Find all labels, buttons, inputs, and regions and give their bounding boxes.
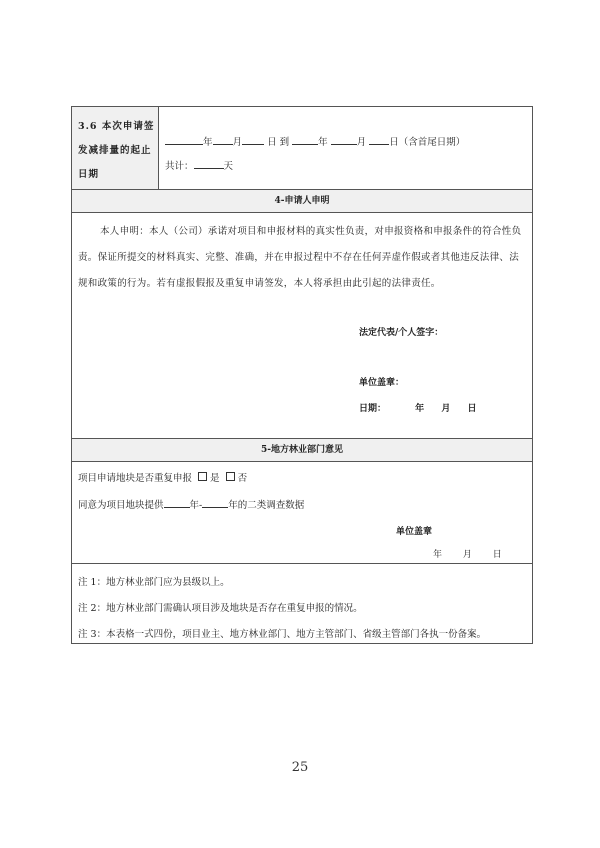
end-day-field[interactable]: [369, 134, 389, 145]
section-4-body: [72, 213, 532, 439]
notes-section: [72, 564, 532, 643]
month-label: 月: [232, 137, 243, 148]
note-2: 注 2：地方林业部门需确认项目涉及地块是否存在重复申报的情况。: [78, 603, 363, 614]
days-label: 天: [223, 161, 234, 172]
to-label: 日 到: [267, 137, 290, 148]
section-5-body: [72, 462, 532, 564]
label-line: 日期: [78, 169, 100, 180]
note-3: 注 3：本表格一式四份，项目业主、地方林业部门、地方主管部门、省级主管部门各执一份备案。: [78, 629, 487, 640]
page-number: 25: [291, 760, 309, 775]
end-month-field[interactable]: [331, 134, 357, 145]
duplicate-question: 项目申请地块是否重复申报: [78, 473, 193, 484]
row-date-range: [72, 107, 532, 190]
year-label: 年: [415, 404, 425, 414]
note-1: 注 1：地方林业部门应为县级以上。: [78, 577, 230, 588]
day-label: 日: [492, 550, 502, 560]
start-month-field[interactable]: [213, 134, 233, 145]
no-checkbox[interactable]: [226, 472, 235, 481]
provide-data-line: [78, 497, 304, 511]
yes-label: 是: [210, 473, 220, 484]
duplicate-question-line: [78, 470, 247, 484]
date-line: [433, 547, 502, 560]
year-label: 年: [318, 137, 328, 148]
yes-checkbox[interactable]: [198, 472, 207, 481]
application-form-table: [71, 106, 533, 644]
year-label: 年: [433, 550, 443, 560]
end-year-field[interactable]: [292, 134, 318, 145]
total-days-line: [165, 155, 532, 179]
signature-label: 法定代表/个人签字：: [359, 328, 444, 338]
provide-suffix: 年的二类调查数据: [228, 500, 305, 511]
month-label: 月: [462, 550, 472, 560]
no-label: 否: [237, 473, 248, 484]
day-label: 日: [467, 404, 477, 414]
provide-prefix: 同意为项目地块提供: [78, 500, 164, 511]
label-line: 发减排量的起止: [78, 145, 152, 156]
seal-label: 单位盖章：: [359, 378, 405, 388]
date-range-value: [159, 107, 532, 189]
start-year-field[interactable]: [165, 134, 203, 145]
from-year-field[interactable]: [164, 497, 190, 508]
month-label: 月: [441, 404, 451, 414]
month-label: 月: [356, 137, 367, 148]
date-range-label: [72, 107, 159, 189]
date-line: [359, 401, 476, 414]
section-5-title: 5-地方林业部门意见: [261, 445, 343, 455]
total-label: 共计：: [165, 161, 194, 172]
declaration-text: 本人申明：本人（公司）承诺对项目和申报材料的真实性负责，对申报资格和申报条件的符合性负责。保证所提交的材料真实、完整、准确，并在申报过程中不存在任何弄虚作假或者其他违反法律、法规和政策的行为。若有虚报假报及重复申请签发，本人将承担由此引起的法律责任。: [78, 226, 522, 289]
date-label: 日期：: [359, 404, 387, 414]
section-4-title: 4-申请人申明: [274, 196, 330, 206]
section-5-header: [72, 439, 532, 462]
year-label: 年: [203, 137, 213, 148]
provide-mid: 年-: [189, 500, 203, 511]
start-day-field[interactable]: [242, 134, 264, 145]
section-4-header: [72, 190, 532, 213]
total-days-field[interactable]: [194, 158, 224, 169]
label-line: 3.6 本次申请签: [78, 121, 155, 132]
date-range-line: [165, 131, 532, 155]
to-year-field[interactable]: [202, 497, 228, 508]
day-inclusive-label: 日（含首尾日期）: [389, 137, 466, 148]
seal-label: 单位盖章: [396, 527, 433, 537]
